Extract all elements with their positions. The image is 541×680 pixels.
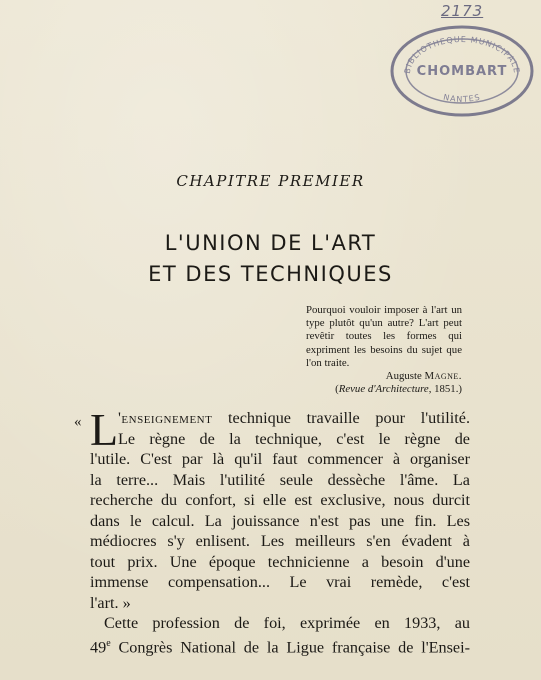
body-line: Le règne de la technique, c'est le règne de: [118, 429, 470, 448]
body-line: l'utile. C'est par là qu'il faut commencer à organiser: [90, 450, 470, 468]
body-line: dans le calcul. La jouissance n'est pas une fin. Les: [90, 511, 470, 530]
title-line-2: ET DES TECHNIQUES: [148, 262, 393, 286]
body-line: l'art. »: [90, 593, 131, 612]
opening-quote: «: [74, 414, 82, 430]
body-line-rest: Congrès National de la Ligue française de l'Ensei-: [110, 637, 470, 656]
epigraph-source-journal: Revue d'Architecture: [338, 383, 429, 395]
epigraph-text: Pourquoi vouloir imposer à l'art un type plutôt qu'un autre? L'art peut revêtir toutes les formes qui expriment les besoins du sujet que l'on traite.: [306, 304, 462, 369]
epigraph-source-rest: , 1851.): [428, 383, 462, 395]
body-line: la terre... Mais l'utilité seule dessèche l'âme. La: [90, 470, 470, 489]
body-line-1-smallcaps: 'enseignement: [118, 409, 213, 427]
chapter-title: [0, 228, 541, 290]
drop-cap: L: [90, 404, 119, 455]
epigraph-author: [306, 370, 462, 382]
stamp-center-text: CHOMBART: [416, 64, 508, 79]
svg-text:NANTES: [442, 93, 481, 104]
chapter-heading: CHAPITRE PREMIER: [176, 172, 365, 190]
stamp-top-text: BIBLIOTHEQUE MUNICIPALE: [402, 34, 522, 75]
body-line: recherche du confort, si elle est exclusive, nous durcit: [90, 491, 470, 509]
body-line: [90, 634, 470, 655]
body-line: [90, 408, 470, 429]
epigraph-source: [306, 383, 462, 395]
ordinal-superscript: e: [106, 637, 111, 649]
title-line-1: L'UNION DE L'ART: [164, 231, 377, 255]
stamp-bottom-text: NANTES: [442, 92, 482, 104]
body-text: [90, 404, 470, 656]
body-line: médiocres s'y enlisent. Les meilleurs s'en évadent à: [90, 532, 470, 550]
epigraph-author-last: Magne.: [424, 370, 462, 382]
body-line: Cette profession de foi, exprimée en 1933, au: [104, 614, 470, 632]
body-line: immense compensation... Le vrai remède, c'est: [90, 573, 470, 591]
body-line-num: 49: [90, 637, 107, 656]
epigraph-source-open: (: [335, 383, 339, 395]
library-stamp: [388, 22, 536, 120]
epigraph-author-first: Auguste: [385, 370, 422, 382]
shelfmark-handwritten: 2173: [441, 2, 484, 20]
body-line: tout prix. Une époque technicienne a besoin d'une: [90, 552, 470, 571]
body-line-1-rest: technique travaille pour l'utilité.: [212, 409, 470, 427]
